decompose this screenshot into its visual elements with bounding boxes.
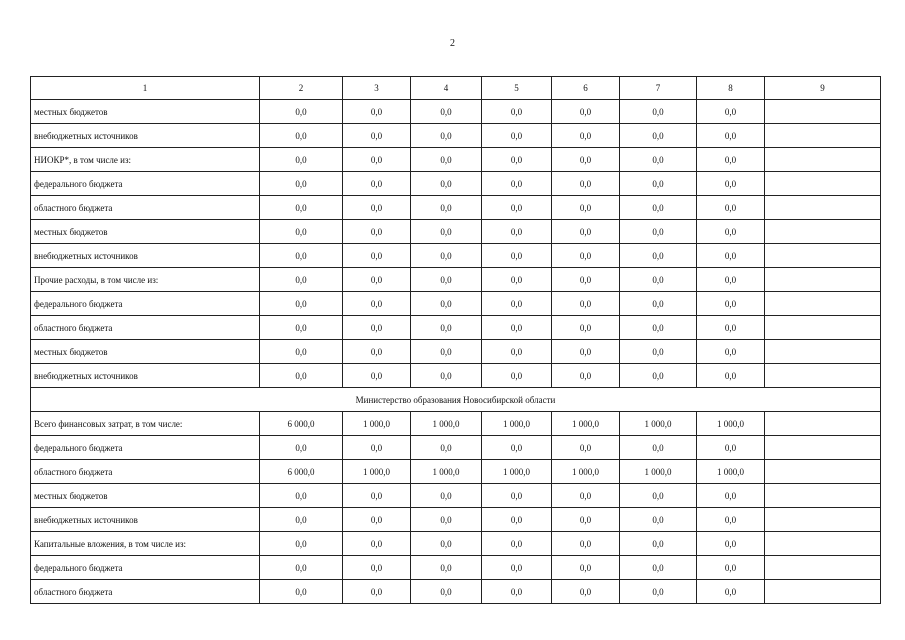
value-cell: 0,0 — [697, 172, 765, 196]
notes-cell — [765, 412, 881, 436]
value-cell: 0,0 — [697, 220, 765, 244]
value-cell: 0,0 — [343, 484, 411, 508]
row-label: внебюджетных источников — [31, 508, 260, 532]
value-cell: 0,0 — [552, 100, 620, 124]
value-cell: 0,0 — [552, 292, 620, 316]
value-cell: 0,0 — [260, 148, 343, 172]
notes-cell — [765, 244, 881, 268]
value-cell: 0,0 — [697, 244, 765, 268]
value-cell: 0,0 — [697, 532, 765, 556]
value-cell: 0,0 — [411, 244, 482, 268]
value-cell: 0,0 — [482, 580, 552, 604]
value-cell: 0,0 — [620, 436, 697, 460]
value-cell: 1 000,0 — [411, 460, 482, 484]
table-row — [31, 148, 881, 172]
value-cell: 0,0 — [620, 268, 697, 292]
value-cell: 0,0 — [260, 220, 343, 244]
value-cell: 0,0 — [411, 508, 482, 532]
value-cell: 0,0 — [552, 196, 620, 220]
value-cell: 0,0 — [482, 100, 552, 124]
row-label: областного бюджета — [31, 460, 260, 484]
row-label: Капитальные вложения, в том числе из: — [31, 532, 260, 556]
row-label: областного бюджета — [31, 580, 260, 604]
value-cell: 0,0 — [343, 364, 411, 388]
value-cell: 0,0 — [482, 316, 552, 340]
value-cell: 1 000,0 — [697, 412, 765, 436]
value-cell: 6 000,0 — [260, 412, 343, 436]
row-label: областного бюджета — [31, 196, 260, 220]
value-cell: 0,0 — [343, 556, 411, 580]
notes-cell — [765, 124, 881, 148]
row-label: федерального бюджета — [31, 556, 260, 580]
value-cell: 0,0 — [343, 508, 411, 532]
notes-cell — [765, 196, 881, 220]
notes-cell — [765, 172, 881, 196]
value-cell: 0,0 — [552, 436, 620, 460]
value-cell: 0,0 — [411, 556, 482, 580]
value-cell: 0,0 — [343, 532, 411, 556]
value-cell: 0,0 — [260, 532, 343, 556]
value-cell: 0,0 — [552, 364, 620, 388]
value-cell: 0,0 — [343, 100, 411, 124]
table-row — [31, 244, 881, 268]
table-row — [31, 412, 881, 436]
column-header: 7 — [620, 77, 697, 100]
value-cell: 0,0 — [620, 340, 697, 364]
value-cell: 1 000,0 — [552, 460, 620, 484]
value-cell: 0,0 — [260, 244, 343, 268]
value-cell: 0,0 — [552, 316, 620, 340]
table-row — [31, 196, 881, 220]
value-cell: 0,0 — [411, 580, 482, 604]
value-cell: 0,0 — [343, 148, 411, 172]
table-row — [31, 172, 881, 196]
column-header: 5 — [482, 77, 552, 100]
header-row — [31, 77, 881, 100]
value-cell: 0,0 — [620, 508, 697, 532]
row-label: местных бюджетов — [31, 484, 260, 508]
value-cell: 0,0 — [552, 172, 620, 196]
value-cell: 0,0 — [260, 556, 343, 580]
value-cell: 0,0 — [697, 196, 765, 220]
value-cell: 0,0 — [620, 244, 697, 268]
value-cell: 0,0 — [343, 268, 411, 292]
column-header: 8 — [697, 77, 765, 100]
value-cell: 0,0 — [697, 148, 765, 172]
value-cell: 1 000,0 — [697, 460, 765, 484]
value-cell: 1 000,0 — [343, 460, 411, 484]
budget-table — [30, 76, 881, 604]
value-cell: 0,0 — [260, 316, 343, 340]
value-cell: 0,0 — [343, 220, 411, 244]
value-cell: 0,0 — [411, 148, 482, 172]
value-cell: 0,0 — [620, 532, 697, 556]
row-label: НИОКР*, в том числе из: — [31, 148, 260, 172]
value-cell: 0,0 — [620, 148, 697, 172]
value-cell: 0,0 — [620, 100, 697, 124]
column-header: 9 — [765, 77, 881, 100]
table-row — [31, 364, 881, 388]
value-cell: 0,0 — [260, 508, 343, 532]
value-cell: 0,0 — [343, 196, 411, 220]
notes-cell — [765, 532, 881, 556]
row-label: федерального бюджета — [31, 172, 260, 196]
notes-cell — [765, 364, 881, 388]
value-cell: 0,0 — [620, 196, 697, 220]
value-cell: 0,0 — [620, 220, 697, 244]
value-cell: 0,0 — [482, 148, 552, 172]
value-cell: 0,0 — [552, 268, 620, 292]
table-row — [31, 124, 881, 148]
value-cell: 0,0 — [697, 484, 765, 508]
value-cell: 0,0 — [260, 484, 343, 508]
value-cell: 0,0 — [697, 556, 765, 580]
notes-cell — [765, 340, 881, 364]
value-cell: 0,0 — [620, 172, 697, 196]
value-cell: 0,0 — [260, 268, 343, 292]
value-cell: 0,0 — [620, 484, 697, 508]
column-header: 3 — [343, 77, 411, 100]
column-header: 4 — [411, 77, 482, 100]
value-cell: 0,0 — [552, 556, 620, 580]
value-cell: 0,0 — [260, 436, 343, 460]
row-label: областного бюджета — [31, 316, 260, 340]
value-cell: 0,0 — [482, 196, 552, 220]
value-cell: 0,0 — [343, 316, 411, 340]
value-cell: 0,0 — [552, 532, 620, 556]
value-cell: 0,0 — [697, 364, 765, 388]
value-cell: 0,0 — [411, 220, 482, 244]
value-cell: 0,0 — [482, 484, 552, 508]
value-cell: 0,0 — [411, 172, 482, 196]
notes-cell — [765, 508, 881, 532]
value-cell: 0,0 — [343, 244, 411, 268]
row-label: Прочие расходы, в том числе из: — [31, 268, 260, 292]
row-label: местных бюджетов — [31, 340, 260, 364]
value-cell: 0,0 — [482, 244, 552, 268]
value-cell: 0,0 — [552, 508, 620, 532]
notes-cell — [765, 268, 881, 292]
value-cell: 0,0 — [482, 292, 552, 316]
value-cell: 0,0 — [260, 364, 343, 388]
row-label: местных бюджетов — [31, 220, 260, 244]
value-cell: 0,0 — [482, 124, 552, 148]
value-cell: 0,0 — [411, 316, 482, 340]
value-cell: 0,0 — [697, 340, 765, 364]
page-number: 2 — [450, 38, 455, 49]
value-cell: 6 000,0 — [260, 460, 343, 484]
value-cell: 0,0 — [343, 340, 411, 364]
table-row — [31, 580, 881, 604]
value-cell: 0,0 — [620, 580, 697, 604]
value-cell: 0,0 — [260, 172, 343, 196]
value-cell: 0,0 — [482, 508, 552, 532]
value-cell: 0,0 — [697, 124, 765, 148]
table-row — [31, 220, 881, 244]
value-cell: 0,0 — [411, 124, 482, 148]
notes-cell — [765, 292, 881, 316]
value-cell: 0,0 — [411, 100, 482, 124]
section-row — [31, 388, 881, 412]
row-label: федерального бюджета — [31, 292, 260, 316]
table-row — [31, 436, 881, 460]
notes-cell — [765, 220, 881, 244]
value-cell: 0,0 — [697, 508, 765, 532]
value-cell: 0,0 — [411, 364, 482, 388]
value-cell: 0,0 — [411, 484, 482, 508]
value-cell: 1 000,0 — [482, 460, 552, 484]
value-cell: 0,0 — [552, 148, 620, 172]
table-row — [31, 484, 881, 508]
value-cell: 0,0 — [482, 532, 552, 556]
value-cell: 0,0 — [697, 580, 765, 604]
value-cell: 0,0 — [620, 316, 697, 340]
value-cell: 0,0 — [260, 196, 343, 220]
value-cell: 0,0 — [260, 100, 343, 124]
value-cell: 0,0 — [697, 268, 765, 292]
notes-cell — [765, 484, 881, 508]
row-label: Всего финансовых затрат, в том числе: — [31, 412, 260, 436]
value-cell: 0,0 — [552, 124, 620, 148]
value-cell: 0,0 — [411, 268, 482, 292]
table-row — [31, 508, 881, 532]
value-cell: 0,0 — [343, 124, 411, 148]
value-cell: 1 000,0 — [482, 412, 552, 436]
column-header: 1 — [31, 77, 260, 100]
value-cell: 0,0 — [552, 220, 620, 244]
table-row — [31, 292, 881, 316]
value-cell: 0,0 — [411, 292, 482, 316]
value-cell: 0,0 — [482, 436, 552, 460]
value-cell: 0,0 — [552, 580, 620, 604]
value-cell: 0,0 — [552, 340, 620, 364]
value-cell: 0,0 — [482, 268, 552, 292]
value-cell: 0,0 — [482, 220, 552, 244]
table-row — [31, 100, 881, 124]
table-row — [31, 460, 881, 484]
row-label: местных бюджетов — [31, 100, 260, 124]
value-cell: 0,0 — [482, 556, 552, 580]
value-cell: 1 000,0 — [411, 412, 482, 436]
value-cell: 0,0 — [620, 292, 697, 316]
value-cell: 0,0 — [697, 436, 765, 460]
value-cell: 0,0 — [620, 556, 697, 580]
value-cell: 0,0 — [260, 124, 343, 148]
value-cell: 0,0 — [697, 292, 765, 316]
value-cell: 0,0 — [411, 436, 482, 460]
value-cell: 0,0 — [620, 124, 697, 148]
value-cell: 0,0 — [411, 196, 482, 220]
notes-cell — [765, 148, 881, 172]
value-cell: 0,0 — [411, 340, 482, 364]
value-cell: 0,0 — [260, 292, 343, 316]
notes-cell — [765, 556, 881, 580]
value-cell: 0,0 — [620, 364, 697, 388]
notes-cell — [765, 460, 881, 484]
row-label: внебюджетных источников — [31, 124, 260, 148]
value-cell: 0,0 — [411, 532, 482, 556]
value-cell: 0,0 — [552, 484, 620, 508]
value-cell: 0,0 — [482, 364, 552, 388]
value-cell: 0,0 — [343, 436, 411, 460]
value-cell: 0,0 — [260, 580, 343, 604]
table-row — [31, 532, 881, 556]
value-cell: 0,0 — [697, 100, 765, 124]
table-row — [31, 268, 881, 292]
column-header: 2 — [260, 77, 343, 100]
section-title: Министерство образования Новосибирской области — [31, 388, 881, 412]
table-row — [31, 340, 881, 364]
value-cell: 0,0 — [343, 172, 411, 196]
value-cell: 0,0 — [482, 340, 552, 364]
value-cell: 0,0 — [343, 580, 411, 604]
notes-cell — [765, 100, 881, 124]
notes-cell — [765, 436, 881, 460]
value-cell: 0,0 — [343, 292, 411, 316]
notes-cell — [765, 580, 881, 604]
table-body — [31, 77, 881, 604]
value-cell: 1 000,0 — [620, 412, 697, 436]
notes-cell — [765, 316, 881, 340]
table-row — [31, 556, 881, 580]
value-cell: 0,0 — [260, 340, 343, 364]
value-cell: 0,0 — [697, 316, 765, 340]
row-label: внебюджетных источников — [31, 244, 260, 268]
value-cell: 1 000,0 — [343, 412, 411, 436]
table-row — [31, 316, 881, 340]
value-cell: 1 000,0 — [552, 412, 620, 436]
column-header: 6 — [552, 77, 620, 100]
value-cell: 1 000,0 — [620, 460, 697, 484]
row-label: внебюджетных источников — [31, 364, 260, 388]
value-cell: 0,0 — [552, 244, 620, 268]
value-cell: 0,0 — [482, 172, 552, 196]
row-label: федерального бюджета — [31, 436, 260, 460]
